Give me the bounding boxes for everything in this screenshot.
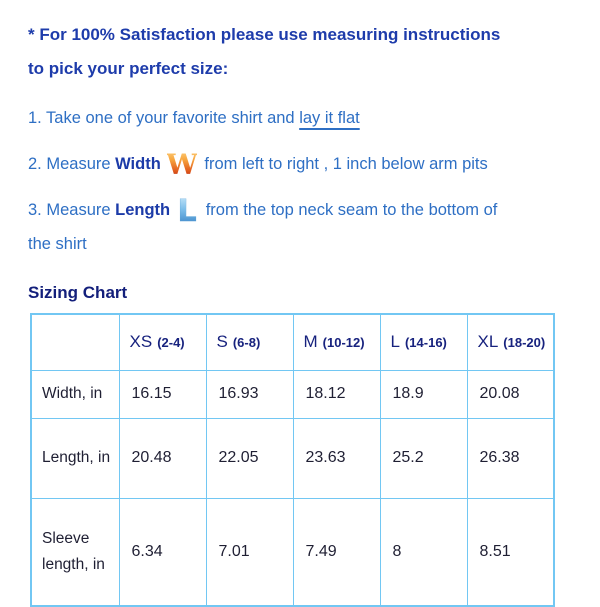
- size-range: (2-4): [157, 335, 185, 351]
- size-label: S: [216, 332, 228, 352]
- instruction-3-suffix-line2: the shirt: [28, 235, 87, 253]
- svg-text:W: W: [166, 147, 197, 181]
- instruction-2-text: 2. Measure: [28, 155, 116, 173]
- size-label: XL: [477, 332, 499, 352]
- page-title: [28, 18, 563, 86]
- size-range: (18-20): [503, 335, 546, 351]
- cell-length-xs: 20.48: [119, 418, 206, 498]
- cell-width-xs: 16.15: [119, 370, 206, 418]
- cell-width-l: 18.9: [380, 370, 467, 418]
- page-title-line2: to pick your perfect size:: [28, 59, 229, 78]
- col-header-empty: [31, 314, 119, 370]
- instruction-3-text: 3. Measure: [28, 201, 116, 219]
- lay-it-flat-underlined-text: lay it flat: [299, 109, 360, 127]
- table-header-row: [31, 314, 554, 370]
- cell-length-s: 22.05: [206, 418, 293, 498]
- col-header-xs: [119, 314, 206, 370]
- cell-length-m: 23.63: [293, 418, 380, 498]
- cell-width-s: 16.93: [206, 370, 293, 418]
- row-label-length: Length, in: [31, 418, 119, 498]
- size-range: (6-8): [232, 335, 261, 351]
- cell-width-m: 18.12: [293, 370, 380, 418]
- table-row-length: [31, 418, 554, 498]
- cell-length-l: 25.2: [380, 418, 467, 498]
- table-row-width: [31, 370, 554, 418]
- cell-sleeve-l: 8: [380, 498, 467, 606]
- cell-sleeve-xl: 8.51: [467, 498, 554, 606]
- row-label-sleeve-length: Sleeve length, in: [31, 498, 119, 606]
- sizing-chart-heading: Sizing Chart: [28, 283, 128, 302]
- instruction-3: [28, 193, 582, 261]
- cell-length-xl: 26.38: [467, 418, 554, 498]
- length-keyword: Length: [115, 201, 171, 219]
- instruction-2: [28, 147, 582, 181]
- col-header-m: [293, 314, 380, 370]
- instruction-1: [28, 101, 582, 135]
- cell-width-xl: 20.08: [467, 370, 554, 418]
- instruction-2-suffix: from left to right , 1 inch below arm pits: [199, 155, 488, 173]
- table-row-sleeve-length: [31, 498, 554, 606]
- sizing-chart-table: [30, 313, 555, 607]
- cell-sleeve-s: 7.01: [206, 498, 293, 606]
- instruction-1-text: 1. Take one of your favorite shirt and: [28, 109, 300, 127]
- instruction-3-suffix: from the top neck seam to the bottom of: [201, 201, 498, 219]
- col-header-xl: [467, 314, 554, 370]
- col-header-l: [380, 314, 467, 370]
- size-range: (14-16): [404, 335, 447, 351]
- length-l-icon: [176, 193, 198, 227]
- cell-sleeve-m: 7.49: [293, 498, 380, 606]
- size-label: M: [303, 332, 318, 352]
- size-label: XS: [129, 332, 153, 352]
- width-w-icon: [167, 147, 197, 181]
- size-label: L: [390, 332, 400, 352]
- row-label-width: Width, in: [31, 370, 119, 418]
- col-header-s: [206, 314, 293, 370]
- size-range: (10-12): [322, 335, 365, 351]
- cell-sleeve-xs: 6.34: [119, 498, 206, 606]
- page-title-line1: * For 100% Satisfaction please use measuring instructions: [28, 25, 501, 44]
- width-keyword: Width: [115, 155, 161, 173]
- svg-text:L: L: [177, 193, 197, 227]
